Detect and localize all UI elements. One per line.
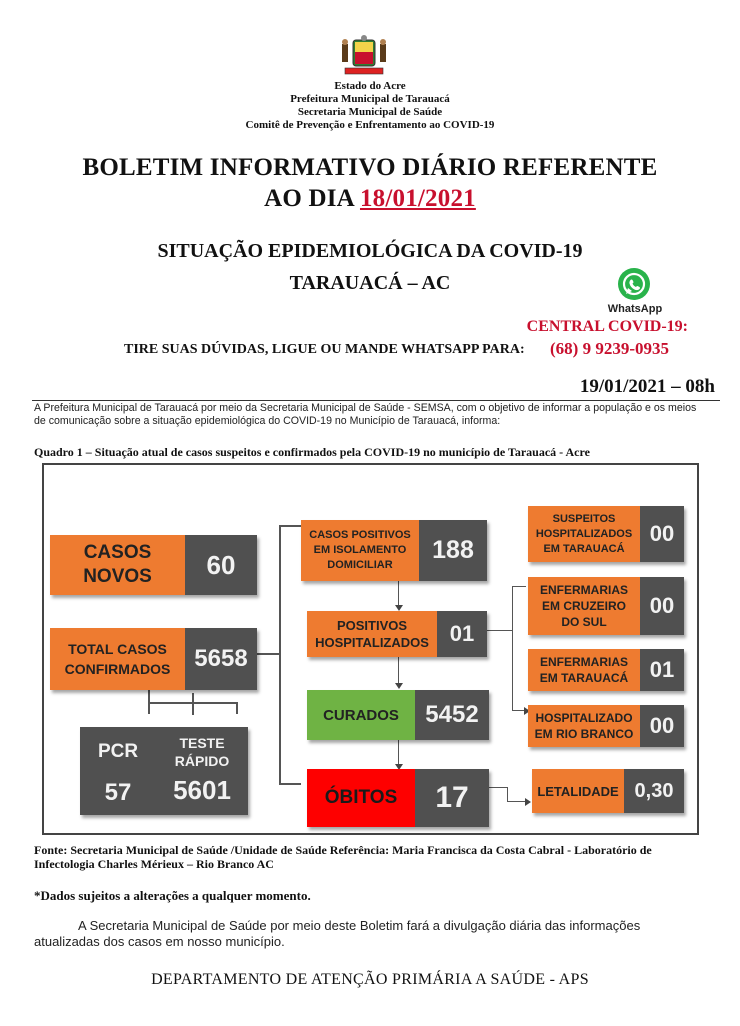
- stat-value: 5452: [415, 690, 489, 740]
- arrow-line: [398, 740, 399, 766]
- stat-label: EM ISOLAMENTO: [313, 544, 407, 556]
- whatsapp-icon: [618, 268, 650, 300]
- stat-label: DOMICILIAR: [327, 559, 393, 571]
- bulletin-title-line2: AO DIA 18/01/2021: [264, 185, 476, 212]
- stat-label: NOVOS: [83, 566, 152, 587]
- stat-label: ENFERMARIAS: [539, 583, 628, 597]
- closing-paragraph: A Secretaria Municipal de Saúde por meio deste Boletim fará a divulgação diária das informações atualizadas dos casos em nosso município.: [34, 918, 641, 949]
- stat-enfermarias-cruzeiro: [528, 577, 684, 635]
- stat-rio-branco: [528, 705, 684, 747]
- stat-value: 5658: [185, 628, 257, 690]
- header-comite: Comitê de Prevenção e Enfrentamento ao COVID-19: [245, 119, 495, 131]
- intro-paragraph: A Prefeitura Municipal de Tarauacá por meio da Secretaria Municipal de Saúde - SEMSA, com o objetivo de informar a população e os meios de comunicação sobre a situação epidemiológica do COVID-19 no Município de Tarauacá, informa:: [34, 402, 697, 427]
- subtitle-line1: SITUAÇÃO EPIDEMIOLÓGICA DA COVID-19: [157, 240, 583, 262]
- stat-label: HOSPITALIZADOS: [535, 527, 633, 540]
- connector: [512, 586, 513, 711]
- stats-infographic: [42, 463, 699, 835]
- header-secretaria: Secretaria Municipal de Saúde: [297, 106, 443, 118]
- stat-label: LETALIDADE: [532, 769, 624, 813]
- stat-total-confirmados: [50, 628, 257, 690]
- stat-label: ENFERMARIAS: [539, 655, 628, 669]
- stat-isolamento: [301, 520, 487, 581]
- pcr-label: PCR: [97, 741, 139, 762]
- stat-value: 60: [185, 535, 257, 595]
- connector: [507, 801, 527, 802]
- stat-label: EM RIO BRANCO: [534, 727, 634, 741]
- stat-hospitalizados: [307, 611, 487, 657]
- stat-label: EM TARAUACÁ: [539, 671, 629, 685]
- stat-suspeitos: [528, 506, 684, 562]
- teste-label: TESTE: [179, 735, 225, 751]
- divider: [32, 400, 720, 401]
- header-state: Estado do Acre: [334, 80, 406, 92]
- stat-label: POSITIVOS: [336, 618, 408, 633]
- connector: [148, 702, 192, 704]
- contact-phone: (68) 9 9239-0935: [550, 339, 669, 358]
- bulletin-title-line1: BOLETIM INFORMATIVO DIÁRIO REFERENTE: [82, 154, 658, 181]
- stat-casos-novos: [50, 535, 257, 595]
- table-caption: Quadro 1 – Situação atual de casos suspeitos e confirmados pela COVID-19 no município de Tarauacá - Acre: [34, 445, 590, 459]
- stat-pcr-teste: [80, 727, 248, 815]
- connector: [279, 783, 301, 785]
- arrow-line: [398, 581, 399, 607]
- stat-curados: [307, 690, 489, 740]
- disclaimer: *Dados sujeitos a alterações a qualquer momento.: [34, 888, 311, 903]
- stat-label: CASOS POSITIVOS: [309, 529, 411, 541]
- stat-enfermarias-tarauaca: [528, 649, 684, 691]
- stat-value: 0,30: [624, 769, 684, 813]
- arrow-head: [395, 683, 403, 689]
- stat-label: CURADOS: [307, 690, 415, 740]
- stat-label: EM CRUZEIRO: [542, 599, 626, 613]
- connector: [257, 653, 279, 655]
- header-prefeitura: Prefeitura Municipal de Tarauacá: [290, 93, 450, 105]
- stat-label: HOSPITALIZADO: [535, 711, 633, 725]
- stat-label: EM TARAUACÁ: [543, 542, 625, 555]
- stat-label: SUSPEITOS: [552, 512, 616, 525]
- arrow-line: [398, 657, 399, 685]
- connector: [192, 702, 236, 704]
- teste-label: RÁPIDO: [174, 753, 230, 769]
- stat-value: 188: [419, 520, 487, 581]
- source-note: Fonte: Secretaria Municipal de Saúde /Unidade de Saúde Referência: Maria Francisca da Costa Cabral - Laboratório de Infectologia Charles Mérieux – Rio Branco AC: [34, 843, 652, 871]
- connector: [512, 586, 526, 587]
- stat-value: 01: [437, 611, 487, 657]
- connector: [279, 525, 301, 527]
- stat-label: HOSPITALIZADOS: [315, 635, 429, 650]
- stat-label: ÓBITOS: [307, 769, 415, 827]
- contact-instructions: TIRE SUAS DÚVIDAS, LIGUE OU MANDE WHATSAPP PARA:: [124, 342, 525, 357]
- connector: [192, 693, 194, 715]
- stat-label: DO SUL: [561, 615, 607, 629]
- stat-value: 00: [640, 577, 684, 635]
- teste-value: 5601: [173, 775, 231, 805]
- whatsapp-label: WhatsApp: [607, 303, 663, 315]
- central-covid-label: CENTRAL COVID-19:: [526, 318, 688, 335]
- bulletin-date: 18/01/2021: [359, 185, 476, 212]
- stat-label: CONFIRMADOS: [64, 661, 171, 677]
- subtitle-line2: TARAUACÁ – AC: [289, 272, 451, 294]
- coat-of-arms-icon: [337, 34, 391, 78]
- connector: [507, 787, 508, 801]
- connector: [236, 702, 238, 714]
- department-footer: DEPARTAMENTO DE ATENÇÃO PRIMÁRIA A SAÚDE - APS: [151, 971, 589, 988]
- pcr-value: 57: [104, 779, 132, 806]
- stat-value: 17: [415, 769, 489, 827]
- stat-value: 01: [640, 649, 684, 691]
- stat-label: TOTAL CASOS: [68, 641, 167, 657]
- stat-obitos: [307, 769, 489, 827]
- connector: [489, 787, 507, 788]
- report-datetime: 19/01/2021 – 08h: [579, 376, 715, 397]
- stat-letalidade: [532, 769, 684, 813]
- connector: [487, 630, 512, 631]
- stat-value: 00: [640, 705, 684, 747]
- stat-label: CASOS: [83, 542, 152, 563]
- arrow-head: [525, 798, 531, 806]
- stat-value: 00: [640, 506, 684, 562]
- connector: [279, 525, 281, 785]
